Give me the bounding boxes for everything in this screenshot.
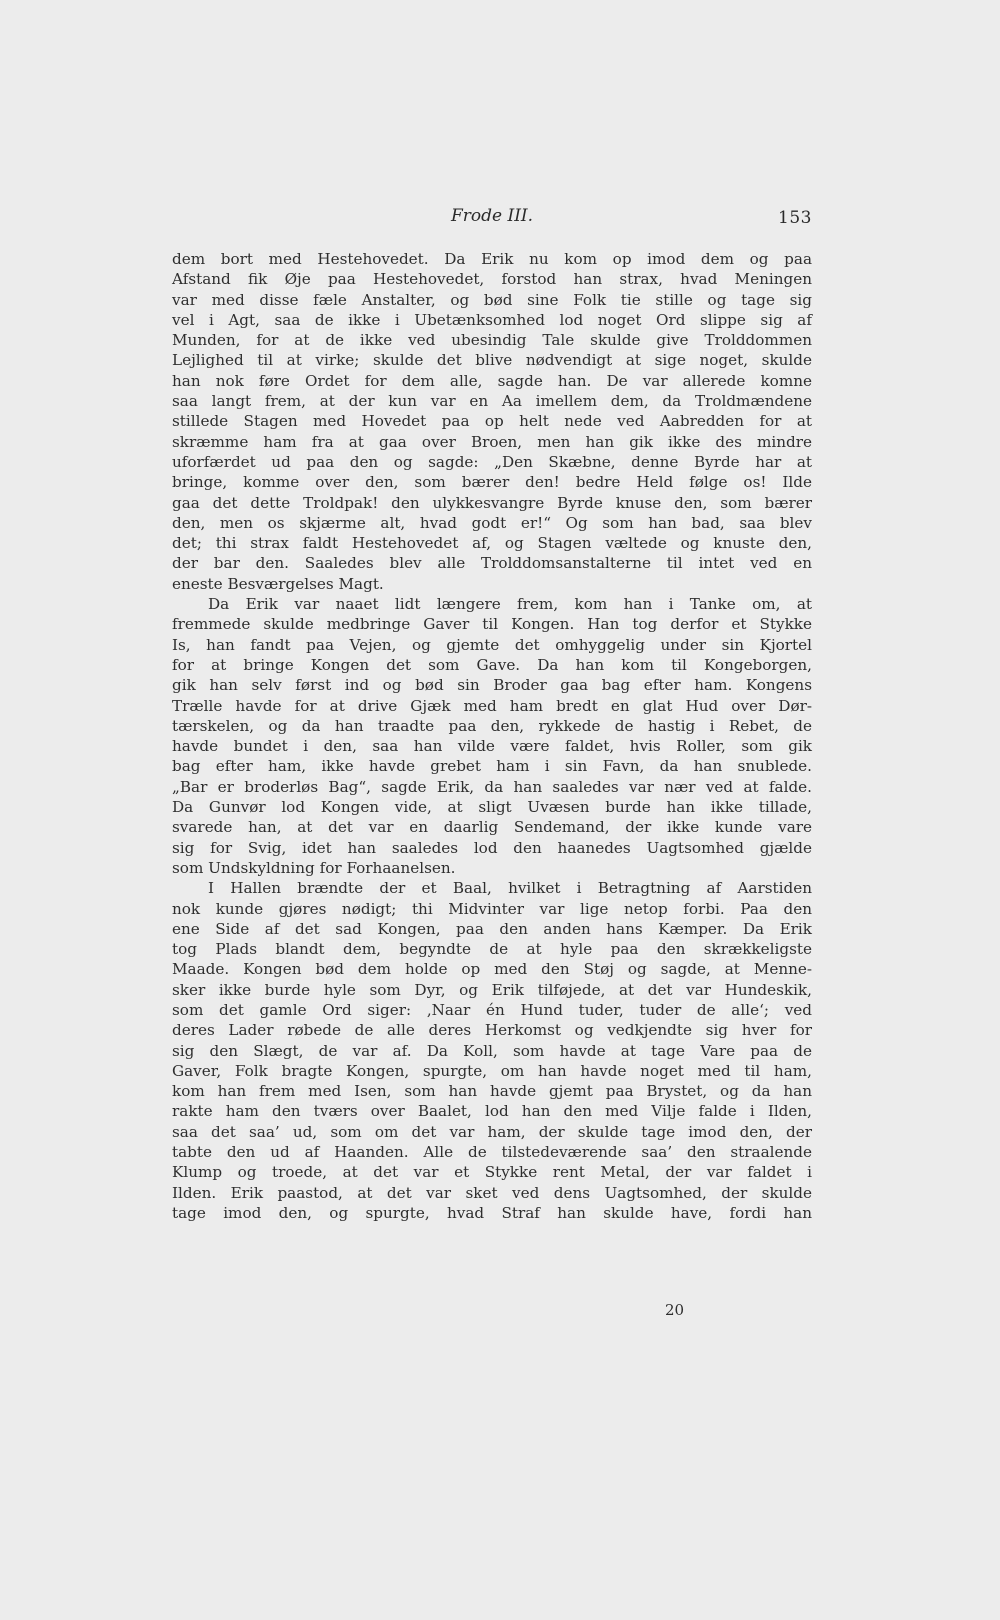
text-line: Gaver, Folk bragte Kongen, spurgte, om han havde noget med til ham, — [172, 1061, 812, 1080]
page-number: 153 — [778, 208, 812, 228]
text-line: svarede han, at det var en daarlig Sendemand, der ikke kunde vare — [172, 818, 812, 837]
text-line: deres Lader røbede de alle deres Herkomst og vedkjendte sig hver for — [172, 1021, 812, 1040]
text-line: Lejlighed til at virke; skulde det blive nødvendigt at sige noget, skulde — [172, 351, 812, 370]
text-line: den, men os skjærme alt, hvad godt er!“ Og som han bad, saa blev — [172, 513, 812, 532]
text-line: han nok føre Ordet for dem alle, sagde han. De var allerede komne — [172, 371, 812, 390]
text-line: stillede Stagen med Hovedet paa op helt nede ved Aabredden for at — [172, 412, 812, 431]
text-line: Trælle havde for at drive Gjæk med ham bredt en glat Hud over Dør- — [172, 696, 812, 715]
text-line: tage imod den, og spurgte, hvad Straf han skulde have, fordi han — [172, 1203, 812, 1222]
text-line: nok kunde gjøres nødigt; thi Midvinter var lige netop forbi. Paa den — [172, 899, 812, 918]
text-line: for at bringe Kongen det som Gave. Da han kom til Kongeborgen, — [172, 655, 812, 674]
text-line: ene Side af det sad Kongen, paa den anden hans Kæmper. Da Erik — [172, 919, 812, 938]
text-line: sker ikke burde hyle som Dyr, og Erik tilføjede, at det var Hundeskik, — [172, 980, 812, 999]
text-line: bringe, komme over den, som bærer den! bedre Held følge os! Ilde — [172, 473, 812, 492]
text-line: tog Plads blandt dem, begyndte de at hyle paa den skrækkeligste — [172, 940, 812, 959]
text-line: sig for Svig, idet han saaledes lod den haanedes Uagtsomhed gjælde — [172, 838, 812, 857]
text-line: dem bort med Hestehovedet. Da Erik nu kom op imod dem og paa — [172, 250, 812, 268]
text-line: som det gamle Ord siger: ‚Naar én Hund tuder, tuder de alle‘; ved — [172, 1000, 812, 1019]
text-line: vel i Agt, saa de ikke i Ubetænksomhed lod noget Ord slippe sig af — [172, 310, 812, 329]
text-line: rakte ham den tværs over Baalet, lod han den med Vilje falde i Ilden, — [172, 1102, 812, 1121]
text-line: tabte den ud af Haanden. Alle de tilstedeværende saa’ den straalende — [172, 1143, 812, 1162]
text-line: saa langt frem, at der kun var en Aa imellem dem, da Troldmændene — [172, 392, 812, 411]
text-line: gaa det dette Troldpak! den ulykkesvangre Byrde knuse den, som bærer — [172, 493, 812, 512]
text-line: sig den Slægt, de var af. Da Koll, som havde at tage Vare paa de — [172, 1041, 812, 1060]
text-line: bag efter ham, ikke havde grebet ham i sin Favn, da han snublede. — [172, 757, 812, 776]
text-line: der bar den. Saaledes blev alle Trolddomsanstalterne til intet ved en — [172, 554, 812, 573]
text-line: gik han selv først ind og bød sin Broder gaa bag efter ham. Kongens — [172, 676, 812, 695]
text-line: Munden, for at de ikke ved ubesindig Tale skulde give Trolddommen — [172, 331, 812, 350]
text-line: Da Erik var naaet lidt længere frem, kom han i Tanke om, at — [208, 595, 812, 614]
text-line: eneste Besværgelses Magt. — [172, 574, 384, 593]
text-line: det; thi strax faldt Hestehovedet af, og Stagen væltede og knuste den, — [172, 534, 812, 553]
body-text — [172, 249, 812, 1223]
text-line: Is, han fandt paa Vejen, og gjemte det omhyggelig under sin Kjortel — [172, 635, 812, 654]
text-line: uforfærdet ud paa den og sagde: „Den Skæbne, denne Byrde har at — [172, 452, 812, 471]
text-line: „Bar er broderløs Bag“, sagde Erik, da han saaledes var nær ved at falde. — [172, 777, 812, 796]
text-line: Afstand fik Øje paa Hestehovedet, forstod han strax, hvad Meningen — [172, 270, 812, 289]
text-line: skræmme ham fra at gaa over Broen, men han gik ikke des mindre — [172, 432, 812, 451]
text-line: tærskelen, og da han traadte paa den, rykkede de hastig i Rebet, de — [172, 716, 812, 735]
page-header — [172, 206, 812, 232]
running-title: Frode III. — [450, 206, 534, 226]
text-line: Klump og troede, at det var et Stykke rent Metal, der var faldet i — [172, 1163, 812, 1182]
text-line: Da Gunvør lod Kongen vide, at sligt Uvæsen burde han ikke tillade, — [172, 798, 812, 817]
text-line: havde bundet i den, saa han vilde være faldet, hvis Roller, som gik — [172, 737, 812, 756]
text-line: saa det saa’ ud, som om det var ham, der skulde tage imod den, der — [172, 1122, 812, 1141]
text-line: Ilden. Erik paastod, at det var sket ved dens Uagtsomhed, der skulde — [172, 1183, 812, 1202]
text-line: som Undskyldning for Forhaanelsen. — [172, 858, 456, 877]
text-line: I Hallen brændte der et Baal, hvilket i Betragtning af Aarstiden — [208, 879, 812, 898]
text-line: fremmede skulde medbringe Gaver til Kongen. Han tog derfor et Stykke — [172, 615, 812, 634]
signature-mark: 20 — [665, 1301, 685, 1319]
text-line: kom han frem med Isen, som han havde gjemt paa Brystet, og da han — [172, 1082, 812, 1101]
text-line: Maade. Kongen bød dem holde op med den Støj og sagde, at Menne- — [172, 960, 812, 979]
text-line: var med disse fæle Anstalter, og bød sine Folk tie stille og tage sig — [172, 290, 812, 309]
